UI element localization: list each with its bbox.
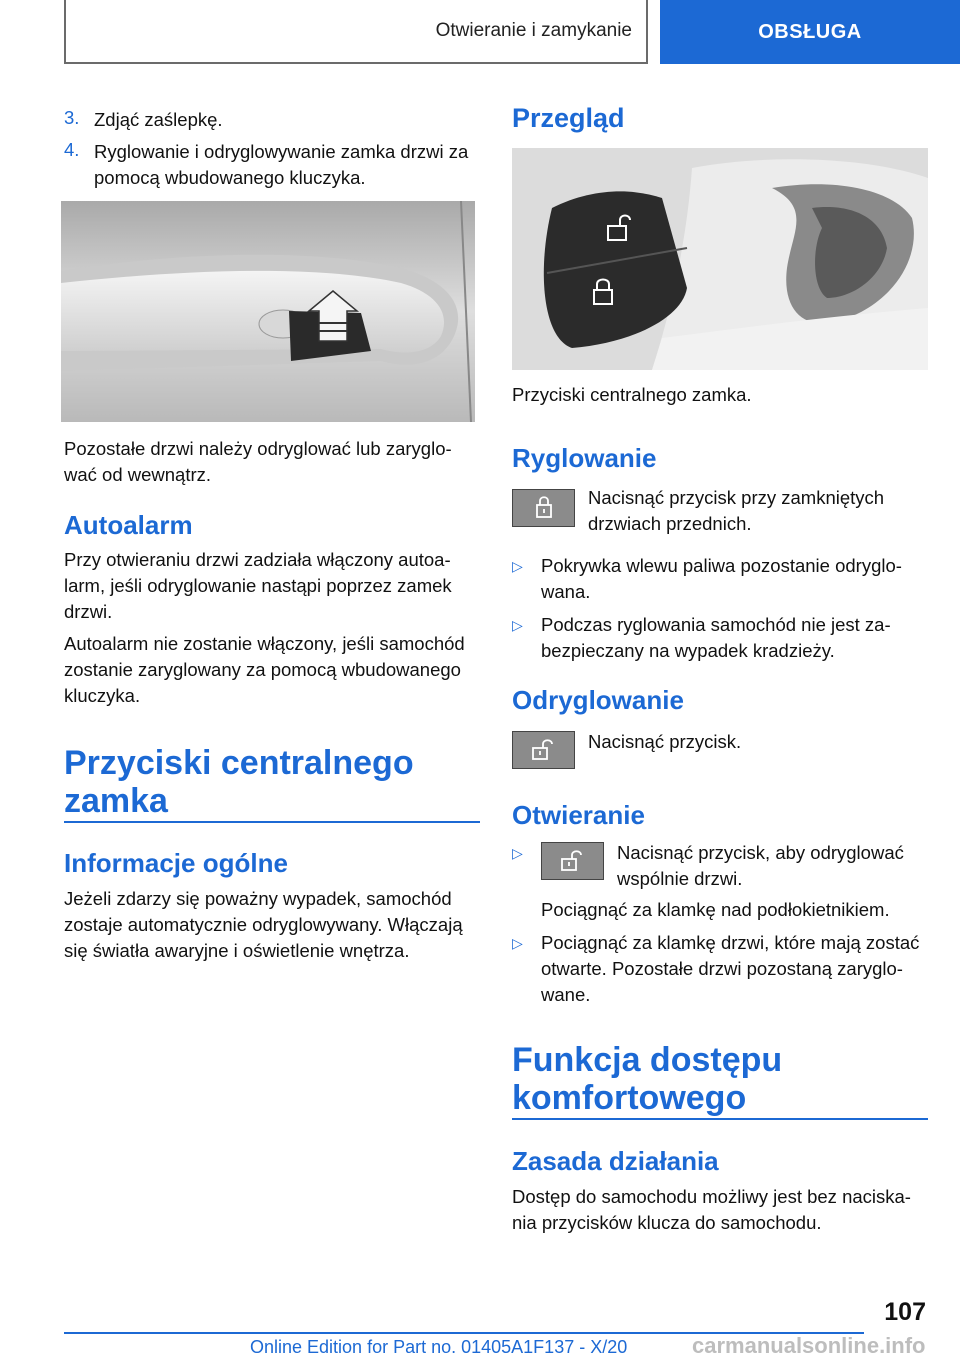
step-number: 3. — [64, 107, 80, 128]
paragraph: larm, jeśli odryglowanie nastąpi poprzez zamek — [64, 575, 452, 596]
step-text: Ryglowanie i odryglowywanie zamka drzwi za — [94, 141, 469, 162]
page-number: 107 — [884, 1298, 926, 1326]
bullet-text: Pokrywka wlewu paliwa pozostanie odryglo- — [541, 555, 902, 576]
paragraph: zostaje automatycznie odryglowywany. Włączają — [64, 914, 463, 935]
paragraph: kluczyka. — [64, 685, 141, 706]
heading-principle: Zasada działania — [512, 1146, 719, 1176]
paragraph: Jeżeli zdarzy się poważny wypadek, samochód — [64, 888, 452, 909]
bullet-triangle-icon: ▷ — [512, 617, 523, 633]
bullet-text: bezpieczany na wypadek kradzieży. — [541, 640, 835, 661]
heading-opening: Otwieranie — [512, 800, 645, 830]
heading-comfort-access: Funkcja dostępu — [512, 1041, 783, 1079]
figure-caption: Przyciski centralnego zamka. — [512, 384, 752, 405]
paragraph: Przy otwieraniu drzwi zadziała włączony autoa- — [64, 549, 451, 570]
paragraph: zostanie zaryglowany za pomocą wbudowanego — [64, 659, 461, 680]
heading-locking: Ryglowanie — [512, 443, 657, 473]
bullet-text: Pociągnąć za klamkę drzwi, które mają zostać — [541, 932, 920, 953]
central-lock-buttons-photo — [512, 148, 928, 370]
header-chapter-tab[interactable]: OBSŁUGA — [660, 0, 960, 64]
paragraph: Pozostałe drzwi należy odryglować lub zaryglo- — [64, 438, 452, 459]
bullet-text: wspólnie drzwi. — [617, 868, 743, 889]
heading-central-lock: Przyciski centralnego — [64, 744, 414, 782]
paragraph: Dostęp do samochodu możliwy jest bez naciska- — [512, 1186, 911, 1207]
unlock-icon — [541, 842, 604, 880]
paragraph: Autoalarm nie zostanie włączony, jeśli samochód — [64, 633, 465, 654]
bullet-text: Pociągnąć za klamkę nad podłokietnikiem. — [541, 899, 890, 920]
bullet-text: Podczas ryglowania samochód nie jest za- — [541, 614, 891, 635]
footer-edition: Online Edition for Part no. 01405A1F137 - X/20 — [250, 1337, 628, 1357]
bullet-triangle-icon: ▷ — [512, 935, 523, 951]
paragraph: nia przycisków klucza do samochodu. — [512, 1212, 822, 1233]
paragraph: Nacisnąć przycisk. — [588, 731, 742, 752]
unlock-icon — [512, 731, 575, 769]
heading-central-lock-2: zamka — [64, 782, 168, 820]
heading-unlocking: Odryglowanie — [512, 685, 684, 715]
paragraph: wać od wewnątrz. — [64, 464, 212, 485]
door-handle-photo — [61, 201, 475, 422]
lock-icon — [512, 489, 575, 527]
paragraph: drzwi. — [64, 601, 113, 622]
heading-comfort-access-2: komfortowego — [512, 1079, 747, 1117]
bullet-text: wane. — [541, 984, 591, 1005]
bullet-text: wana. — [541, 581, 591, 602]
paragraph: Nacisnąć przycisk przy zamkniętych — [588, 487, 885, 508]
paragraph: się światła awaryjne i oświetlenie wnętrza. — [64, 940, 410, 961]
heading-autoalarm: Autoalarm — [64, 510, 193, 540]
heading-general-info: Informacje ogólne — [64, 848, 288, 878]
step-number: 4. — [64, 139, 80, 160]
step-text: Zdjąć zaślepkę. — [94, 109, 223, 130]
step-text: pomocą wbudowanego kluczyka. — [94, 167, 366, 188]
watermark: carmanualsonline.info — [692, 1333, 926, 1358]
heading-overview: Przegląd — [512, 103, 625, 133]
bullet-text: Nacisnąć przycisk, aby odryglować — [617, 842, 904, 863]
bullet-triangle-icon: ▷ — [512, 845, 523, 861]
header-section-title: Otwieranie i zamykanie — [64, 0, 648, 64]
paragraph: drzwiach przednich. — [588, 513, 752, 534]
bullet-text: otwarte. Pozostałe drzwi pozostaną zaryglo- — [541, 958, 903, 979]
bullet-triangle-icon: ▷ — [512, 558, 523, 574]
heading-rule — [64, 821, 480, 823]
heading-rule — [512, 1118, 928, 1120]
